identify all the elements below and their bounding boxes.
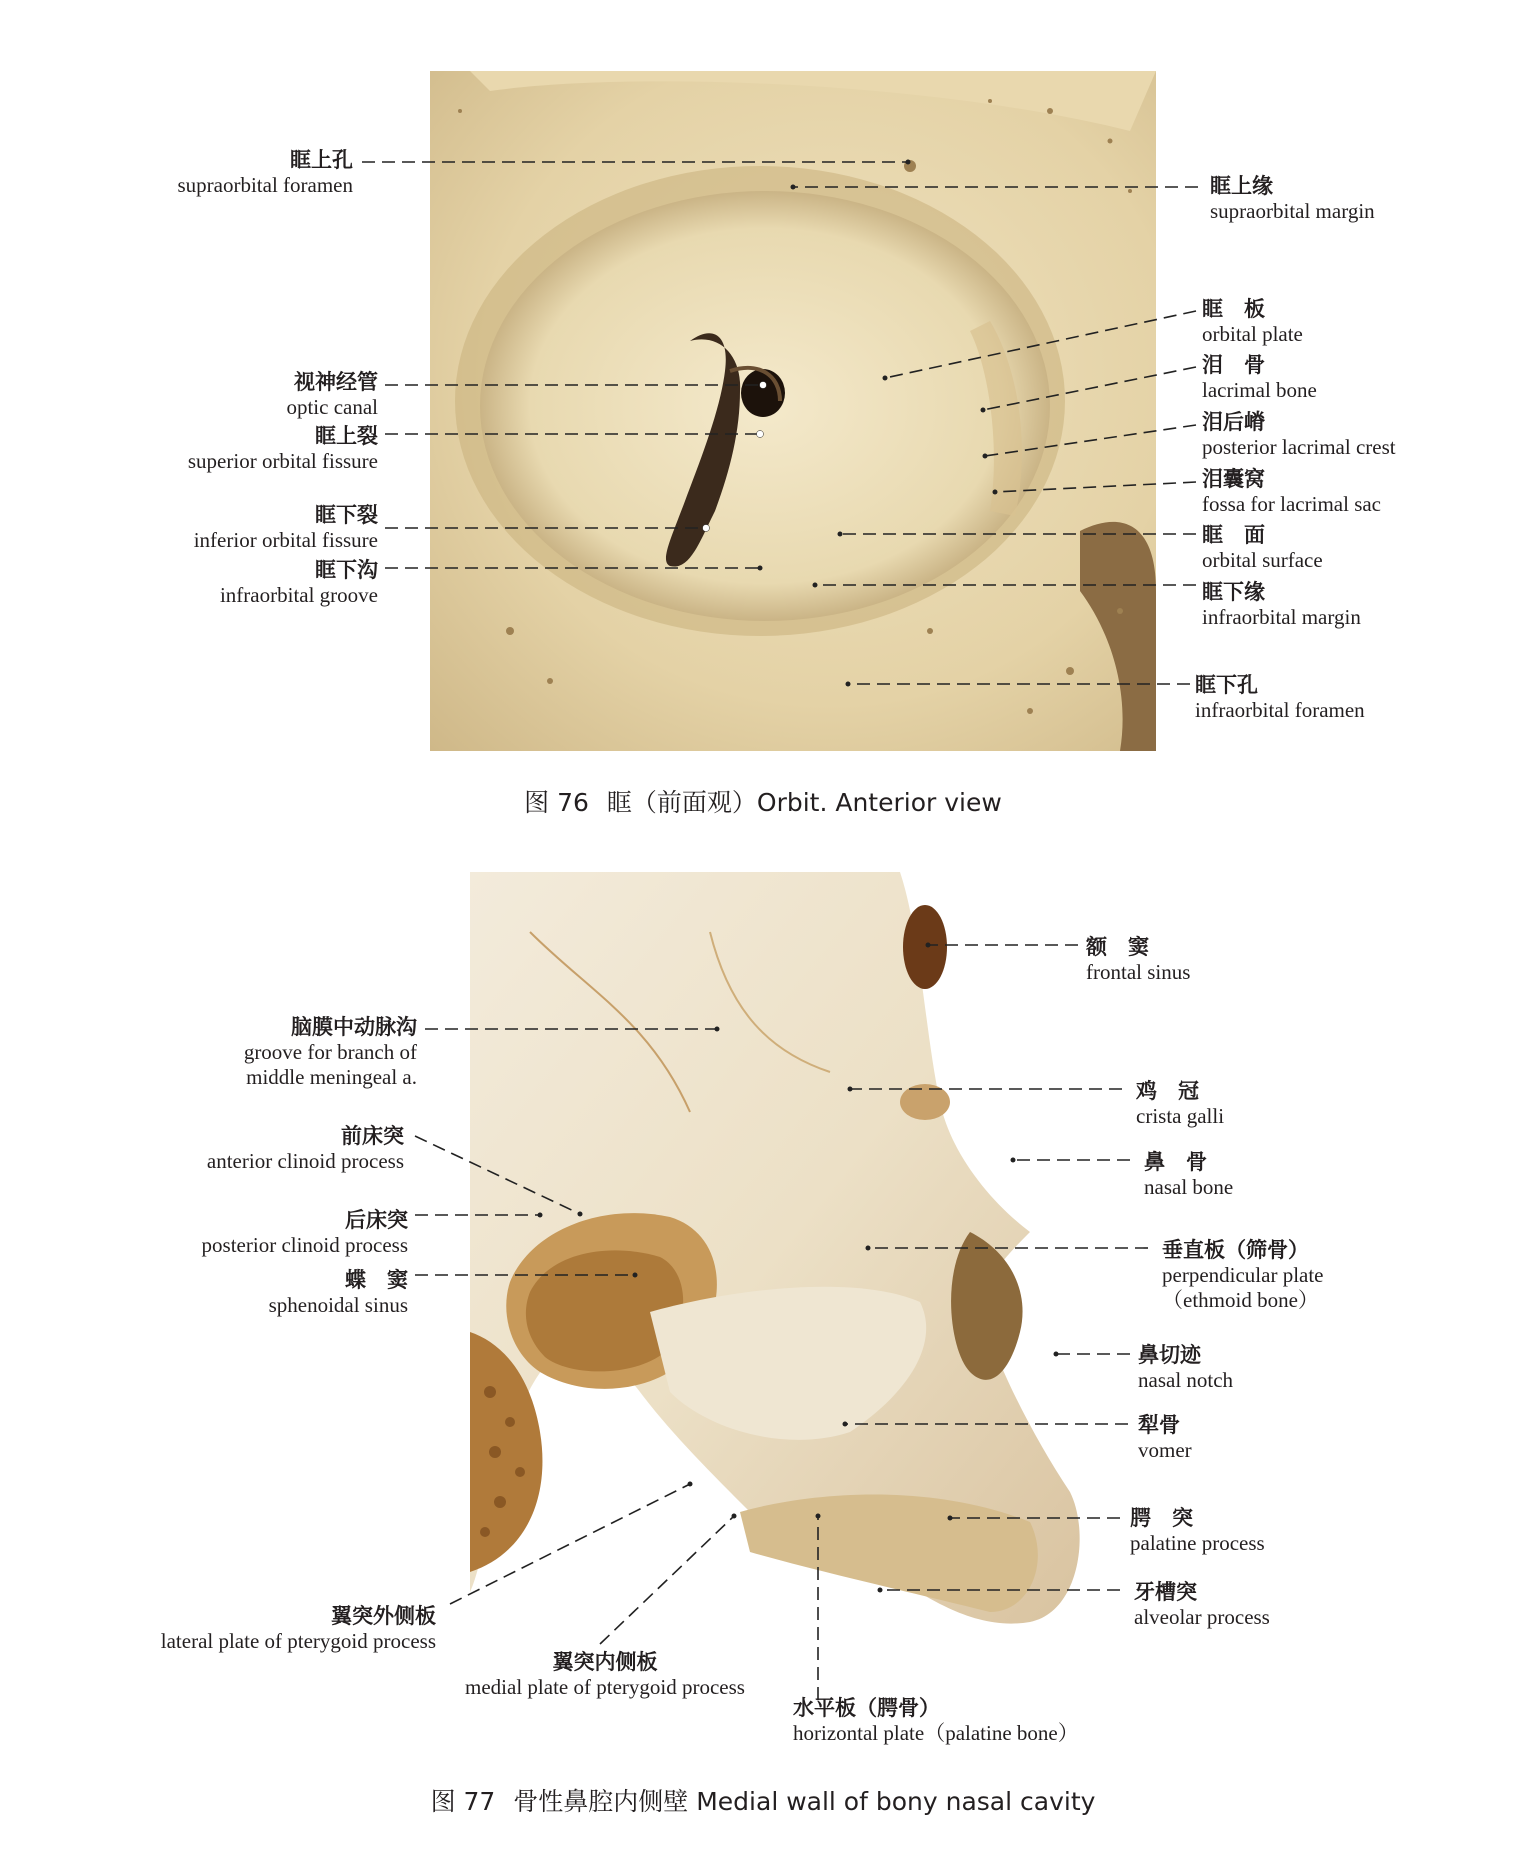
label-infraorbital-groove xyxy=(220,558,378,608)
label-cn: 水平板（腭骨） xyxy=(793,1696,940,1720)
label-palatine-process xyxy=(1130,1506,1265,1556)
label-cn: 眶下沟 xyxy=(315,558,378,582)
figure-76-caption xyxy=(0,783,1536,819)
label-sphenoidal-sinus xyxy=(269,1268,408,1318)
label-en: superior orbital fissure xyxy=(187,449,378,474)
label-infraorbital-margin xyxy=(1202,580,1361,630)
label-en: crista galli xyxy=(1136,1104,1225,1129)
label-groove-middle-meningeal xyxy=(244,1015,417,1091)
label-crista-galli xyxy=(1136,1079,1224,1129)
label-en: optic canal xyxy=(286,395,378,420)
label-horizontal-plate xyxy=(793,1696,1079,1746)
label-cn: 鼻 骨 xyxy=(1144,1150,1207,1174)
label-cn: 后床突 xyxy=(345,1208,408,1232)
label-cn: 眶 板 xyxy=(1202,297,1265,321)
label-perpendicular-plate xyxy=(1162,1238,1324,1314)
label-en: infraorbital margin xyxy=(1202,605,1361,630)
label-en: anterior clinoid process xyxy=(206,1149,404,1174)
label-cn: 眶下孔 xyxy=(1195,673,1258,697)
label-cn: 视神经管 xyxy=(294,370,378,394)
label-cn: 翼突内侧板 xyxy=(552,1650,658,1674)
label-en: inferior orbital fissure xyxy=(193,528,378,553)
label-en: posterior lacrimal crest xyxy=(1202,435,1396,460)
figure-77-title: 骨性鼻腔内侧壁 Medial wall of bony nasal cavity xyxy=(513,1787,1096,1816)
label-en: medial plate of pterygoid process xyxy=(465,1675,745,1700)
label-infraorbital-foramen xyxy=(1195,673,1365,723)
label-frontal-sinus xyxy=(1086,935,1190,985)
label-cn: 眶下缘 xyxy=(1202,580,1265,604)
figure-77-number: 图 77 xyxy=(430,1787,496,1816)
label-nasal-notch xyxy=(1138,1343,1233,1393)
label-en: supraorbital margin xyxy=(1210,199,1375,224)
label-en: orbital surface xyxy=(1202,548,1323,573)
label-optic-canal xyxy=(286,370,378,420)
label-lateral-plate-pterygoid xyxy=(161,1604,436,1654)
label-cn: 鼻切迹 xyxy=(1138,1343,1201,1367)
label-cn: 眶下裂 xyxy=(315,503,378,527)
label-en: orbital plate xyxy=(1202,322,1303,347)
label-en: infraorbital foramen xyxy=(1195,698,1365,723)
label-nasal-bone xyxy=(1144,1150,1233,1200)
orbit-photo xyxy=(430,71,1156,751)
label-en: perpendicular plate xyxy=(1162,1263,1324,1288)
label-cn: 额 窦 xyxy=(1086,935,1149,959)
label-vomer xyxy=(1138,1413,1192,1463)
label-en: infraorbital groove xyxy=(219,583,378,608)
label-cn: 眶上缘 xyxy=(1210,174,1273,198)
label-cn: 眶上裂 xyxy=(315,424,378,448)
label-en: lacrimal bone xyxy=(1202,378,1317,403)
figure-76-title: 眶（前面观）Orbit. Anterior view xyxy=(606,788,1002,817)
label-supraorbital-foramen xyxy=(177,148,353,198)
label-cn: 前床突 xyxy=(341,1124,404,1148)
label-anterior-clinoid-process xyxy=(207,1124,404,1174)
label-alveolar-process xyxy=(1134,1580,1270,1630)
label-en-2: middle meningeal a. xyxy=(246,1065,417,1090)
label-inferior-orbital-fissure xyxy=(194,503,378,553)
label-cn: 鸡 冠 xyxy=(1136,1079,1199,1103)
label-cn: 翼突外侧板 xyxy=(331,1604,436,1628)
label-cn: 垂直板（筛骨） xyxy=(1162,1238,1309,1262)
label-en: frontal sinus xyxy=(1086,960,1191,985)
label-en: groove for branch of xyxy=(243,1040,417,1065)
nasal-cavity-photo xyxy=(470,872,1110,1632)
label-orbital-surface xyxy=(1202,523,1323,573)
label-cn: 眶上孔 xyxy=(290,148,353,172)
label-en: posterior clinoid process xyxy=(201,1233,408,1258)
label-cn: 眶 面 xyxy=(1202,523,1265,547)
label-lacrimal-bone xyxy=(1202,353,1317,403)
label-en: lateral plate of pterygoid process xyxy=(160,1629,436,1654)
label-superior-orbital-fissure xyxy=(188,424,378,474)
label-cn: 泪 骨 xyxy=(1202,353,1265,377)
figure-77-caption xyxy=(0,1782,1536,1818)
figure-76-number: 图 76 xyxy=(524,788,589,817)
label-en: vomer xyxy=(1138,1438,1192,1463)
label-orbital-plate xyxy=(1202,297,1303,347)
label-fossa-for-lacrimal-sac xyxy=(1202,467,1381,517)
label-en: nasal notch xyxy=(1138,1368,1234,1393)
label-cn: 脑膜中动脉沟 xyxy=(291,1015,417,1039)
label-posterior-lacrimal-crest xyxy=(1202,410,1396,460)
label-en: supraorbital foramen xyxy=(177,173,353,198)
label-en: fossa for lacrimal sac xyxy=(1202,492,1382,517)
label-en: alveolar process xyxy=(1134,1605,1270,1630)
label-en: sphenoidal sinus xyxy=(268,1293,408,1318)
label-en: nasal bone xyxy=(1144,1175,1234,1200)
label-cn: 犁骨 xyxy=(1138,1413,1180,1437)
label-cn: 腭 突 xyxy=(1130,1506,1193,1530)
label-cn: 泪囊窝 xyxy=(1202,467,1265,491)
label-en-2: （ethmoid bone） xyxy=(1162,1288,1319,1313)
label-medial-plate-pterygoid xyxy=(430,1650,780,1700)
label-cn: 蝶 窦 xyxy=(345,1268,408,1292)
label-en: palatine process xyxy=(1130,1531,1265,1556)
label-cn: 泪后嵴 xyxy=(1202,410,1265,434)
label-en: horizontal plate（palatine bone） xyxy=(793,1721,1079,1746)
label-supraorbital-margin xyxy=(1210,174,1375,224)
label-posterior-clinoid-process xyxy=(202,1208,408,1258)
label-cn: 牙槽突 xyxy=(1134,1580,1197,1604)
